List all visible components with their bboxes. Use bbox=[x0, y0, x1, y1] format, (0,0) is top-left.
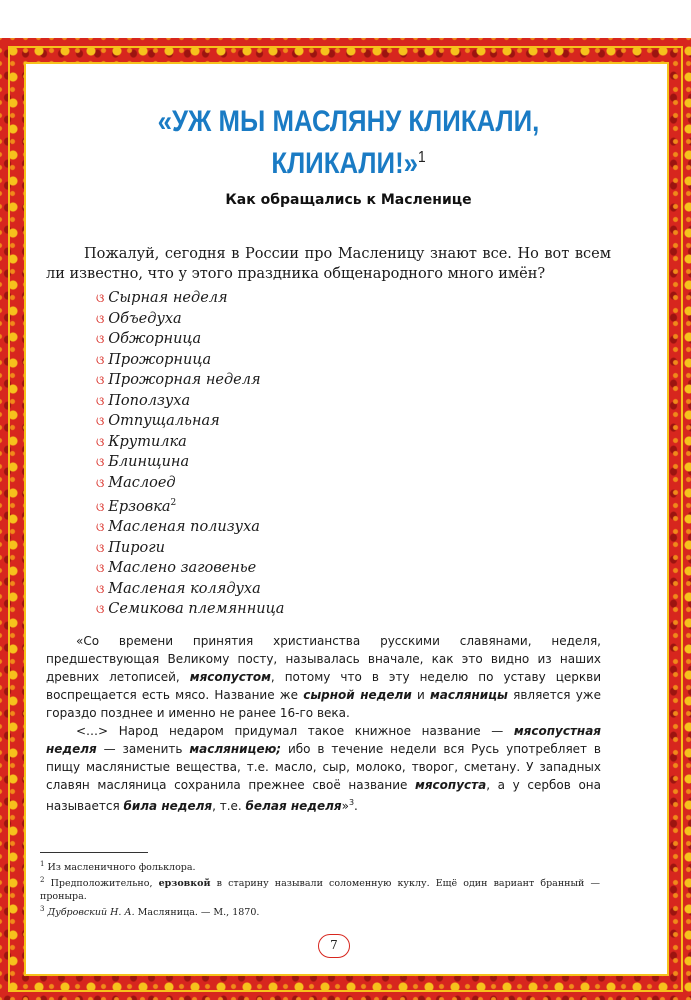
bullet-ornament-icon: ଓ bbox=[96, 602, 105, 617]
page bbox=[24, 62, 669, 976]
footnote-divider bbox=[40, 852, 148, 853]
subtitle: Как обращались к Масленице bbox=[225, 192, 472, 208]
list-item: ଓ Обжорница bbox=[96, 331, 202, 347]
bullet-ornament-icon: ଓ bbox=[96, 393, 105, 408]
list-item: ଓ Поползуха bbox=[96, 392, 191, 409]
bullet-ornament-icon: ଓ bbox=[96, 475, 105, 490]
footnote-1: $^1$ Из масленичного фольклора. bbox=[40, 860, 196, 874]
names-list bbox=[96, 288, 284, 620]
list-item: ଓ Крутилка bbox=[96, 433, 187, 450]
list-item: ଓ Сырная неделя bbox=[96, 290, 228, 306]
list-item: ଓ Пироги bbox=[96, 539, 165, 556]
bullet-ornament-icon: ଓ bbox=[96, 373, 105, 387]
bullet-ornament-icon: ଓ bbox=[96, 520, 105, 535]
list-item: ଓ Объедуха bbox=[96, 310, 182, 327]
quote-paragraph-1: «Со времени принятия христианства русскими славянами, неделя, предшествующая Великому посту, называлась вначале, как это видно из наших древних летописей, мясопустом, потому что в эту неделю по уставу церкви воспрещается есть мясо. Название же сырной недели и масляницы является уже гораздо позднее и именно не ранее 16-го века. bbox=[46, 634, 601, 720]
bullet-ornament-icon: ଓ bbox=[96, 414, 105, 428]
quote-block bbox=[46, 632, 601, 815]
title-line-2: КЛИКАЛИ!»$^1$ bbox=[271, 147, 426, 180]
list-item: ଓ Ерзовка$^2$ bbox=[96, 498, 177, 515]
bullet-ornament-icon: ଓ bbox=[96, 499, 105, 514]
bullet-ornament-icon: ଓ bbox=[96, 540, 105, 555]
bullet-ornament-icon: ଓ bbox=[96, 455, 105, 469]
bullet-ornament-icon: ଓ bbox=[96, 581, 105, 596]
title-line-1: «УЖ МЫ МАСЛЯНУ КЛИКАЛИ, bbox=[157, 105, 540, 138]
title-footnote-ref: 1 bbox=[418, 149, 426, 166]
bullet-ornament-icon: ଓ bbox=[96, 291, 105, 305]
list-item: ଓ Семикова племянница bbox=[96, 601, 285, 618]
intro-paragraph: Пожалуй, сегодня в России про Масленицу знают все. Но вот всем ли известно, что у этого праздника общенародного много имён? bbox=[46, 246, 611, 282]
list-item: ଓ Масленая колядуха bbox=[96, 580, 261, 597]
bullet-ornament-icon: ଓ bbox=[96, 434, 105, 449]
bullet-ornament-icon: ଓ bbox=[96, 561, 105, 576]
quote-paragraph-2: <…> Народ недаром придумал такое книжное название — мясопустная неделя — заменить масляницею; ибо в течение недели вся Русь употребляет в пищу маслянистые вещества, т.е. масло, сыр, молоко, творог, сметану. У западных славян масляница сохранила прежнее своё название мясопуста, а у сербов она называется била неделя, т.е. белая неделя»$^3$. bbox=[46, 724, 601, 813]
bullet-ornament-icon: ଓ bbox=[96, 352, 105, 367]
list-item: ଓ Отпущальная bbox=[96, 413, 220, 429]
footnote-3: $^3$ Дубровский Н. А. Масляница. — М., 1870. bbox=[40, 905, 260, 919]
bullet-ornament-icon: ଓ bbox=[96, 311, 105, 326]
page-number: 7 bbox=[318, 934, 350, 958]
list-item: ଓ Прожорная неделя bbox=[96, 372, 261, 388]
footnotes bbox=[40, 858, 600, 919]
bullet-ornament-icon: ଓ bbox=[96, 332, 105, 346]
list-item: ଓ Блинщина bbox=[96, 454, 190, 470]
list-item: ଓ Прожорница bbox=[96, 351, 212, 368]
footnote-2: $^2$ Предположительно, ерзовкой в старину называли соломенную куклу. Ещё один вариант бранный — проныра. bbox=[40, 876, 601, 903]
list-item: ଓ Масленая полизуха bbox=[96, 519, 260, 536]
list-item: ଓ Маслено заговенье bbox=[96, 560, 257, 577]
list-item: ଓ Маслоед bbox=[96, 474, 176, 491]
